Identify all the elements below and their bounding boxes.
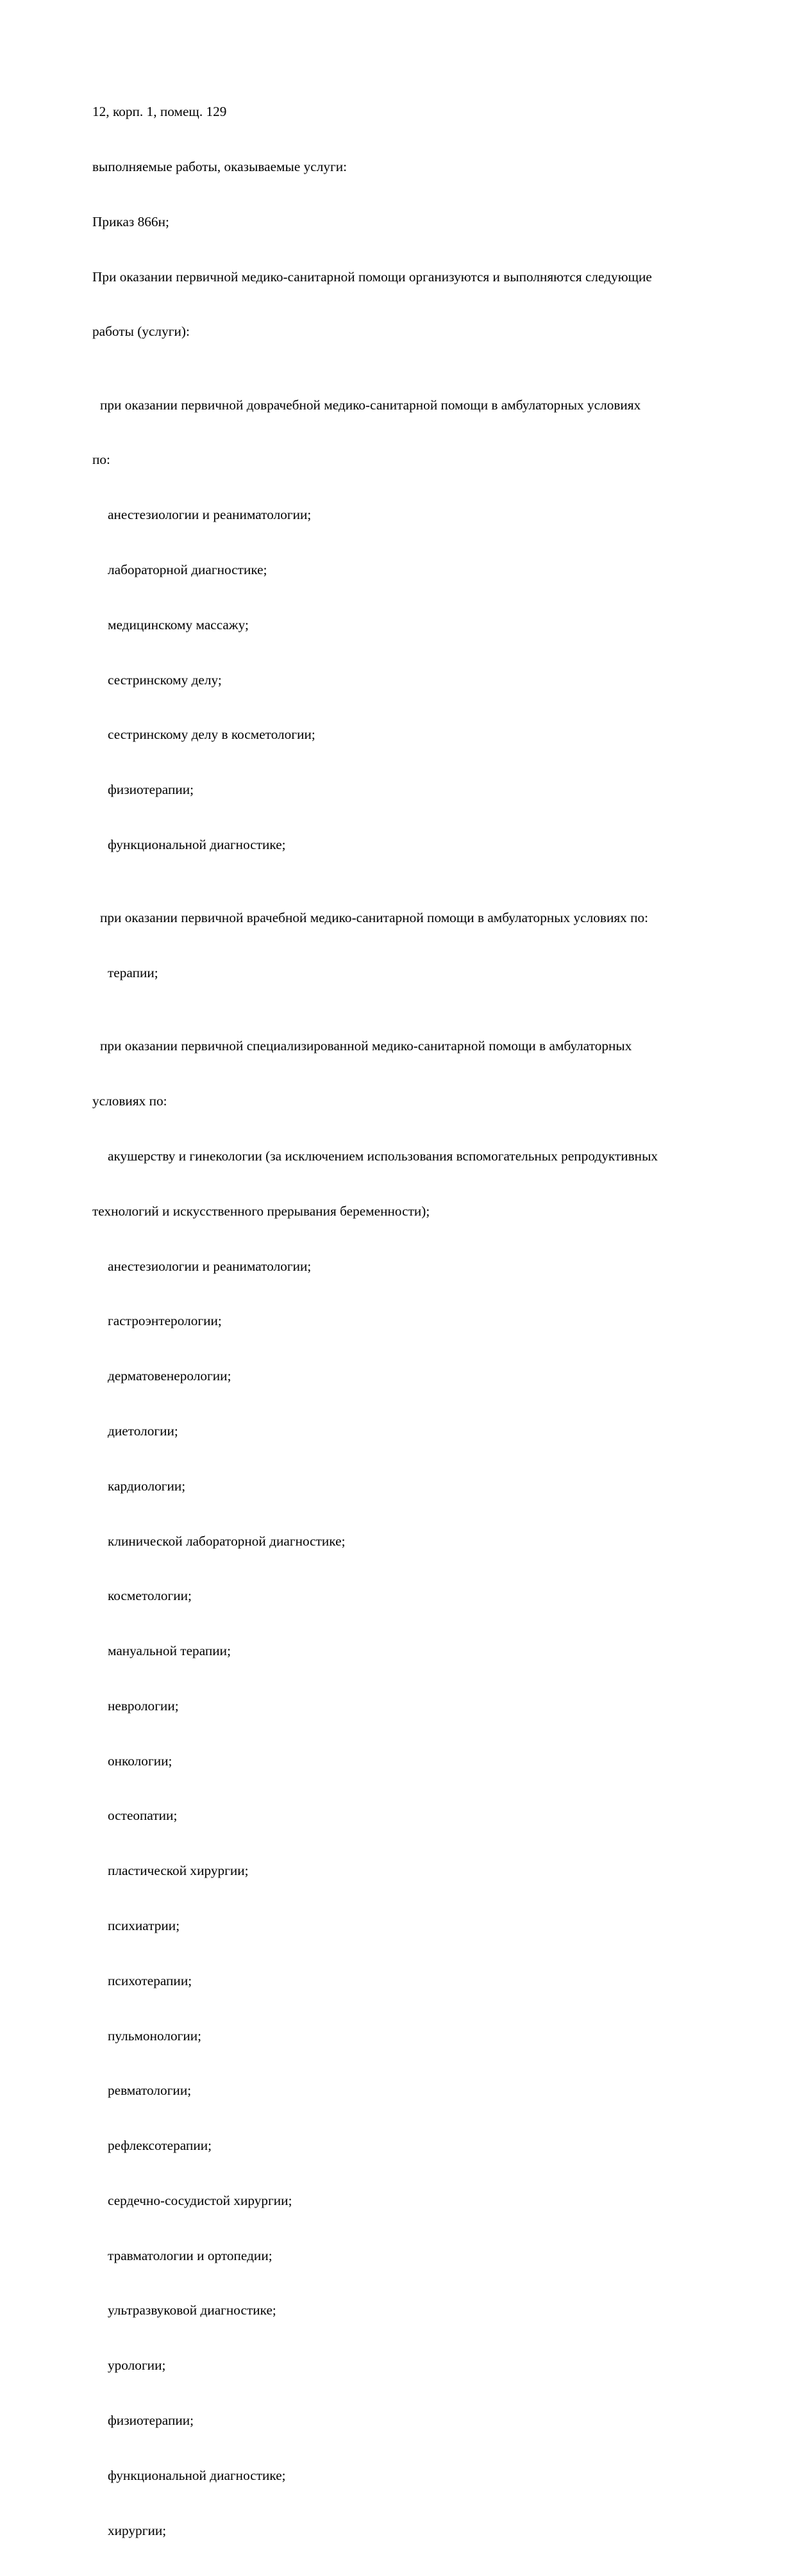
list-item: косметологии;: [108, 1588, 192, 1604]
list-item: акушерству и гинекологии (за исключением использования вспомогательных репродуктивных: [108, 1148, 658, 1164]
works-label: выполняемые работы, оказываемые услуги:: [92, 158, 347, 174]
intro-line: При оказании первичной медико-санитарной помощи организуются и выполняются следующие: [92, 268, 652, 285]
list-item: травматологии и ортопедии;: [108, 2247, 272, 2263]
list-item: сердечно-сосудистой хирургии;: [108, 2192, 292, 2208]
list-item: сестринскому делу в косметологии;: [108, 727, 315, 743]
list-item: неврологии;: [108, 1697, 179, 1713]
section-heading: при оказании первичной врачебной медико-санитарной помощи в амбулаторных условиях по:: [100, 910, 649, 926]
list-item: дерматовенерологии;: [108, 1368, 231, 1384]
list-item: урологии;: [108, 2357, 166, 2374]
order-reference: Приказ 866н;: [92, 213, 169, 229]
section-heading: условиях по:: [92, 1093, 167, 1109]
list-item: рефлексотерапии;: [108, 2138, 212, 2154]
list-item: сестринскому делу;: [108, 672, 222, 688]
list-item: мануальной терапии;: [108, 1643, 231, 1659]
list-item: гастроэнтерологии;: [108, 1313, 222, 1329]
list-item: терапии;: [108, 965, 158, 981]
list-item: психиатрии;: [108, 1917, 180, 1933]
list-item: лабораторной диагностике;: [108, 562, 267, 578]
list-item: функциональной диагностике;: [108, 2467, 286, 2483]
list-item: диетологии;: [108, 1423, 178, 1439]
list-item: психотерапии;: [108, 1972, 192, 1988]
list-item: клинической лабораторной диагностике;: [108, 1533, 346, 1549]
list-item: функциональной диагностике;: [108, 836, 286, 852]
list-item: анестезиологии и реаниматологии;: [108, 507, 312, 523]
list-item: ревматологии;: [108, 2083, 192, 2099]
list-item: хирургии;: [108, 2522, 167, 2538]
list-item: физиотерапии;: [108, 782, 194, 798]
address-line: 12, корп. 1, помещ. 129: [92, 104, 227, 120]
list-item: пластической хирургии;: [108, 1863, 249, 1879]
section-heading: при оказании первичной специализированной медико-санитарной помощи в амбулаторных: [100, 1038, 632, 1054]
intro-line: работы (услуги):: [92, 324, 190, 340]
list-item: остеопатии;: [108, 1808, 178, 1824]
list-item: анестезиологии и реаниматологии;: [108, 1258, 312, 1274]
list-item: физиотерапии;: [108, 2413, 194, 2428]
list-item: кардиологии;: [108, 1478, 186, 1494]
document-body: [92, 66, 733, 2576]
list-item: пульмонологии;: [108, 2027, 202, 2043]
section-heading: при оказании первичной доврачебной медико-санитарной помощи в амбулаторных условиях: [100, 397, 641, 413]
section-heading: по:: [92, 452, 110, 468]
list-item: онкологии;: [108, 1753, 172, 1769]
list-item: технологий и искусственного прерывания беременности);: [92, 1203, 430, 1219]
list-item: ультразвуковой диагностике;: [108, 2302, 276, 2318]
list-item: медицинскому массажу;: [108, 616, 249, 632]
